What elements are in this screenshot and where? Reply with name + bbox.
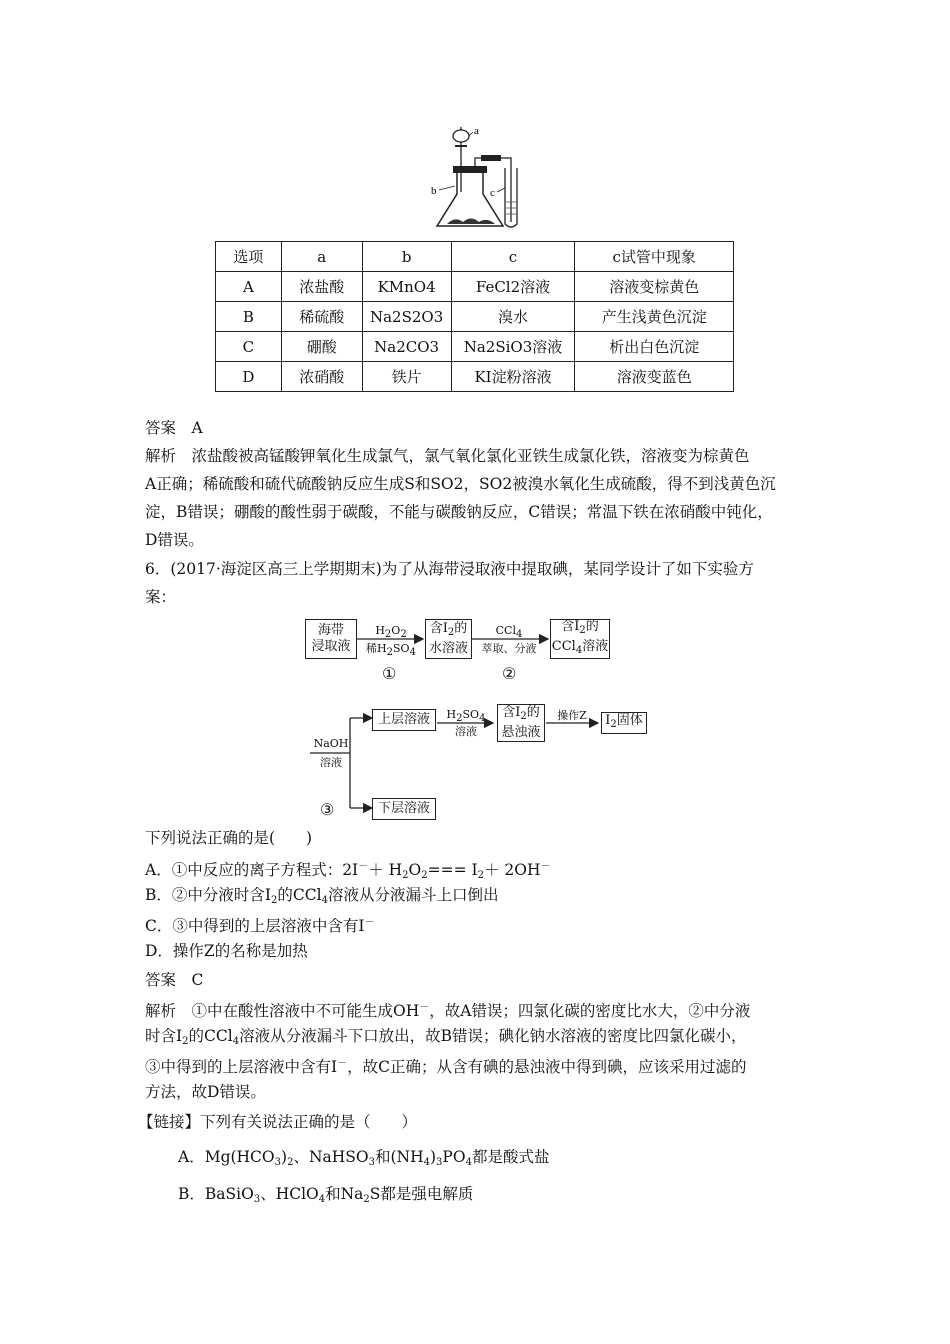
label-h2so4: $H_2SO_4$: [446, 708, 486, 724]
table-header: c试管中现象: [575, 242, 734, 272]
table-cell: B: [216, 302, 282, 332]
box-seaweed-extract: [305, 619, 357, 659]
q5-answer: 答案 A: [145, 419, 203, 437]
table-row: [216, 332, 734, 362]
table-header: b: [362, 242, 451, 272]
q6-option-c: C．③中得到的上层溶液中含有I－: [145, 917, 375, 935]
table-cell: FeCl2溶液: [451, 272, 575, 302]
label-h2o2: $H_2O_2$: [375, 624, 407, 640]
table-row: [216, 302, 734, 332]
box-text: 下层溶液: [377, 801, 430, 816]
step-1-label: ①: [382, 664, 397, 683]
label-dilute-h2so4: 稀$H_2SO_4$: [366, 642, 416, 658]
box-text: 上层溶液: [377, 712, 430, 727]
box-text: 浸取液: [311, 639, 351, 654]
table-cell: Na2CO3: [362, 332, 451, 362]
table-cell: 溴水: [451, 302, 575, 332]
link-stem: 【链接】下列有关说法正确的是（ ）: [138, 1113, 418, 1131]
q6-question: 下列说法正确的是( ): [145, 829, 313, 847]
table-cell: 稀硫酸: [281, 302, 362, 332]
label-extract: 萃取、分液: [481, 642, 537, 655]
table-cell: 浓盐酸: [281, 272, 362, 302]
table-cell: C: [216, 332, 282, 362]
q6-option-d: D．操作Z的名称是加热: [145, 942, 308, 960]
table-cell: Na2SiO3溶液: [451, 332, 575, 362]
table-cell: 铁片: [362, 362, 451, 392]
label-b: b: [431, 185, 437, 197]
q6-stem: 案：: [145, 588, 177, 606]
q6-analysis-line: 方法，故D错误。: [145, 1083, 266, 1101]
box-suspension: [497, 704, 545, 742]
table-cell: 产生浅黄色沉淀: [575, 302, 734, 332]
table-header: c: [451, 242, 575, 272]
label-c: c: [490, 187, 495, 199]
box-text: 悬浊液: [501, 725, 541, 740]
link-option-b: B．BaSiO$_3$、HClO$_4$和$Na_2S$都是强电解质: [178, 1185, 474, 1205]
apparatus-diagram: [425, 122, 535, 232]
step-2-label: ②: [502, 664, 517, 683]
box-aqueous-iodine: [425, 619, 472, 659]
box-text: 含$I_2$的: [502, 705, 540, 722]
table-cell: 溶液变棕黄色: [575, 272, 734, 302]
box-text: CCl$_4$溶液: [551, 639, 609, 656]
box-text: 含$I_2$的: [429, 621, 468, 638]
table-cell: 硼酸: [281, 332, 362, 362]
label-operation-z: 操作Z: [557, 709, 587, 722]
options-table: [215, 241, 734, 392]
label-naoh: NaOH: [313, 737, 349, 750]
box-text: 含$I_2$的: [561, 619, 599, 636]
q6-option-b: B．②中分液时含$I_2$的CCl$_4$溶液从分液漏斗上口倒出: [145, 886, 499, 906]
box-iodine-solid: [601, 712, 647, 734]
label-a: a: [474, 125, 479, 137]
q6-stem: 6．(2017·海淀区高三上学期期末)为了从海带浸取液中提取碘，某同学设计了如下实验方: [145, 560, 754, 578]
box-ccl4-iodine: [550, 619, 610, 659]
q6-option-a: A．①中反应的离子方程式：$2I^-+ H_2O_2=== I_2+ 2OH^-$: [145, 861, 551, 881]
box-upper-layer: [372, 709, 436, 731]
q5-analysis-line: 解析 浓盐酸被高锰酸钾氧化生成氯气，氯气氧化氯化亚铁生成氯化铁，溶液变为棕黄色: [145, 447, 750, 465]
label-naoh-solution: 溶液: [320, 756, 342, 769]
table-cell: Na2S2O3: [362, 302, 451, 332]
label-ccl4: CCl$_4$: [495, 624, 523, 640]
step-3-label: ③: [320, 800, 335, 819]
table-header-row: [216, 242, 734, 272]
table-cell: A: [216, 272, 282, 302]
box-text: 水溶液: [428, 641, 468, 656]
table-cell: 浓硝酸: [281, 362, 362, 392]
box-text: 海带: [317, 623, 344, 638]
label-solution: 溶液: [455, 725, 477, 738]
table-row: [216, 362, 734, 392]
table-cell: D: [216, 362, 282, 392]
table-cell: KI淀粉溶液: [451, 362, 575, 392]
box-lower-layer: [372, 798, 436, 820]
q6-analysis-line: 时含$I_2$的CCl$_4$溶液从分液漏斗下口放出，故B错误；碘化钠水溶液的密度比四氯化碳小，: [145, 1027, 747, 1047]
table-row: [216, 272, 734, 302]
table-cell: 溶液变蓝色: [575, 362, 734, 392]
q5-analysis-line: A正确；稀硫酸和硫代硫酸钠反应生成S和SO2，SO2被溴水氧化生成硫酸，得不到浅黄色沉: [145, 475, 776, 493]
link-option-a: A．$Mg(HCO_3)_2$、NaHSO$_3$和$(NH_4)_3PO_4$都是酸式盐: [178, 1148, 550, 1168]
q6-answer: 答案 C: [145, 971, 204, 989]
box-text: $I_2$固体: [605, 713, 643, 730]
q6-analysis-line: 解析 ①中在酸性溶液中不可能生成OH－，故A错误；四氯化碳的密度比水大，②中分液: [145, 1002, 751, 1020]
q5-analysis-line: 淀，B错误；硼酸的酸性弱于碳酸，不能与碳酸钠反应，C错误；常温下铁在浓硝酸中钝化，: [145, 503, 773, 521]
table-cell: KMnO4: [362, 272, 451, 302]
q5-analysis-line: D错误。: [145, 531, 204, 549]
table-cell: 析出白色沉淀: [575, 332, 734, 362]
table-header: 选项: [216, 242, 282, 272]
q6-analysis-line: ③中得到的上层溶液中含有I－，故C正确；从含有碘的悬浊液中得到碘，应该采用过滤的: [145, 1058, 747, 1076]
table-header: a: [281, 242, 362, 272]
